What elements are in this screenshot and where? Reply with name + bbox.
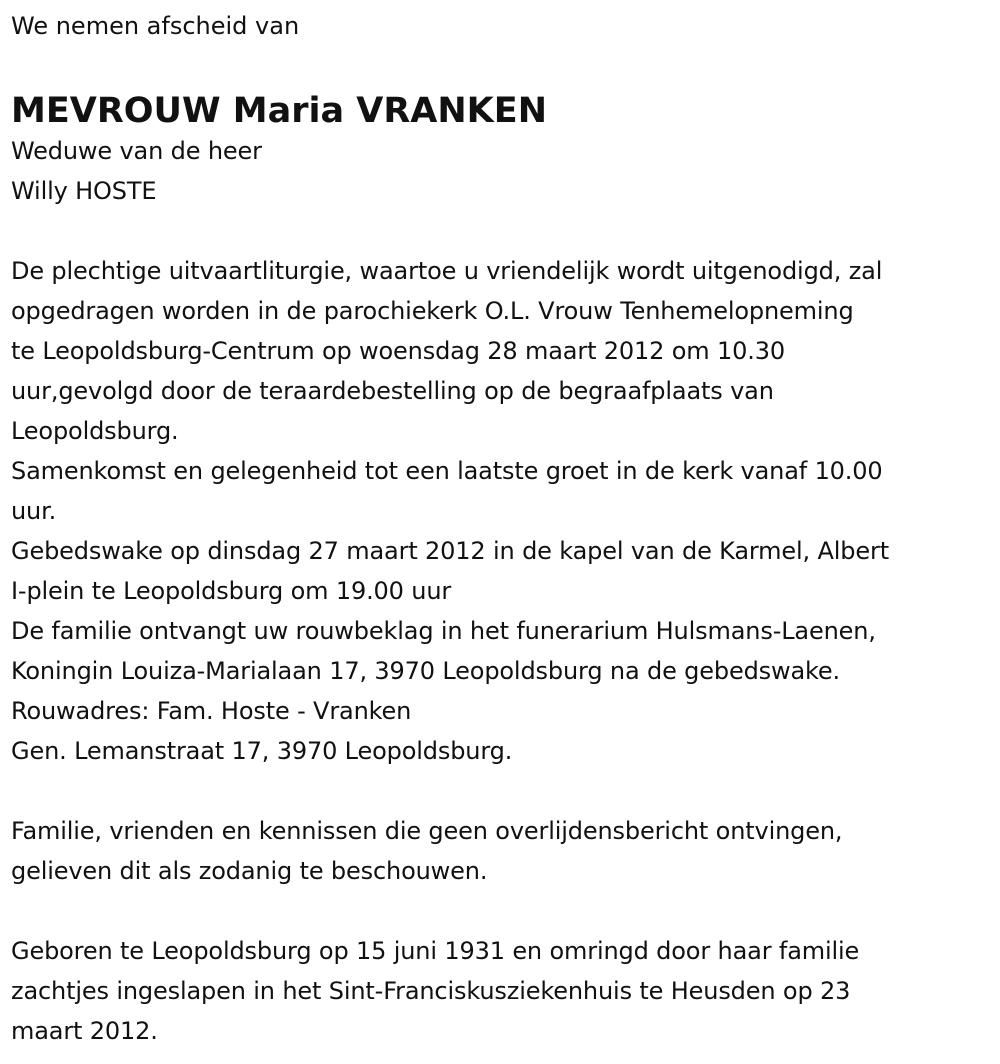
notice-line: Familie, vrienden en kennissen die geen overlijdensbericht ontvingen, xyxy=(11,817,843,845)
spacer xyxy=(11,771,996,811)
service-line: Gen. Lemanstraat 17, 3970 Leopoldsburg. xyxy=(11,737,513,765)
notice-section xyxy=(11,811,996,891)
service-line: De plechtige uitvaartliturgie, waartoe u vriendelijk wordt uitgenodigd, zal xyxy=(11,257,883,285)
birth-line: zachtjes ingeslapen in het Sint-Franciskusziekenhuis te Heusden op 23 xyxy=(11,977,851,1005)
birth-line: Geboren te Leopoldsburg op 15 juni 1931 en omringd door haar familie xyxy=(11,937,860,965)
birth-line: maart 2012. xyxy=(11,1017,158,1045)
spouse-line: Willy HOSTE xyxy=(11,177,157,205)
service-line: Koningin Louiza-Marialaan 17, 3970 Leopoldsburg na de gebedswake. xyxy=(11,657,841,685)
service-line: Leopoldsburg. xyxy=(11,417,179,445)
deceased-name: MEVROUW Maria VRANKEN xyxy=(11,91,547,131)
service-section xyxy=(11,251,996,771)
service-line: Rouwadres: Fam. Hoste - Vranken xyxy=(11,697,412,725)
service-line: Samenkomst en gelegenheid tot een laatste groet in de kerk vanaf 10.00 xyxy=(11,457,883,485)
spouse-section xyxy=(11,131,996,211)
birth-section xyxy=(11,931,996,1051)
service-line: De familie ontvangt uw rouwbeklag in het funerarium Hulsmans-Laenen, xyxy=(11,617,876,645)
spacer xyxy=(11,891,996,931)
service-line: te Leopoldsburg-Centrum op woensdag 28 maart 2012 om 10.30 xyxy=(11,337,785,365)
notice-line: gelieven dit als zodanig te beschouwen. xyxy=(11,857,488,885)
spacer xyxy=(11,211,996,251)
service-line: uur,gevolgd door de teraardebestelling op de begraafplaats van xyxy=(11,377,774,405)
intro-text: We nemen afscheid van xyxy=(11,12,300,40)
service-line: Gebedswake op dinsdag 27 maart 2012 in de kapel van de Karmel, Albert xyxy=(11,537,889,565)
obituary-document xyxy=(11,0,996,1051)
spouse-line: Weduwe van de heer xyxy=(11,137,262,165)
service-line: opgedragen worden in de parochiekerk O.L. Vrouw Tenhemelopneming xyxy=(11,297,854,325)
service-line: uur. xyxy=(11,497,57,525)
service-line: I-plein te Leopoldsburg om 19.00 uur xyxy=(11,577,452,605)
